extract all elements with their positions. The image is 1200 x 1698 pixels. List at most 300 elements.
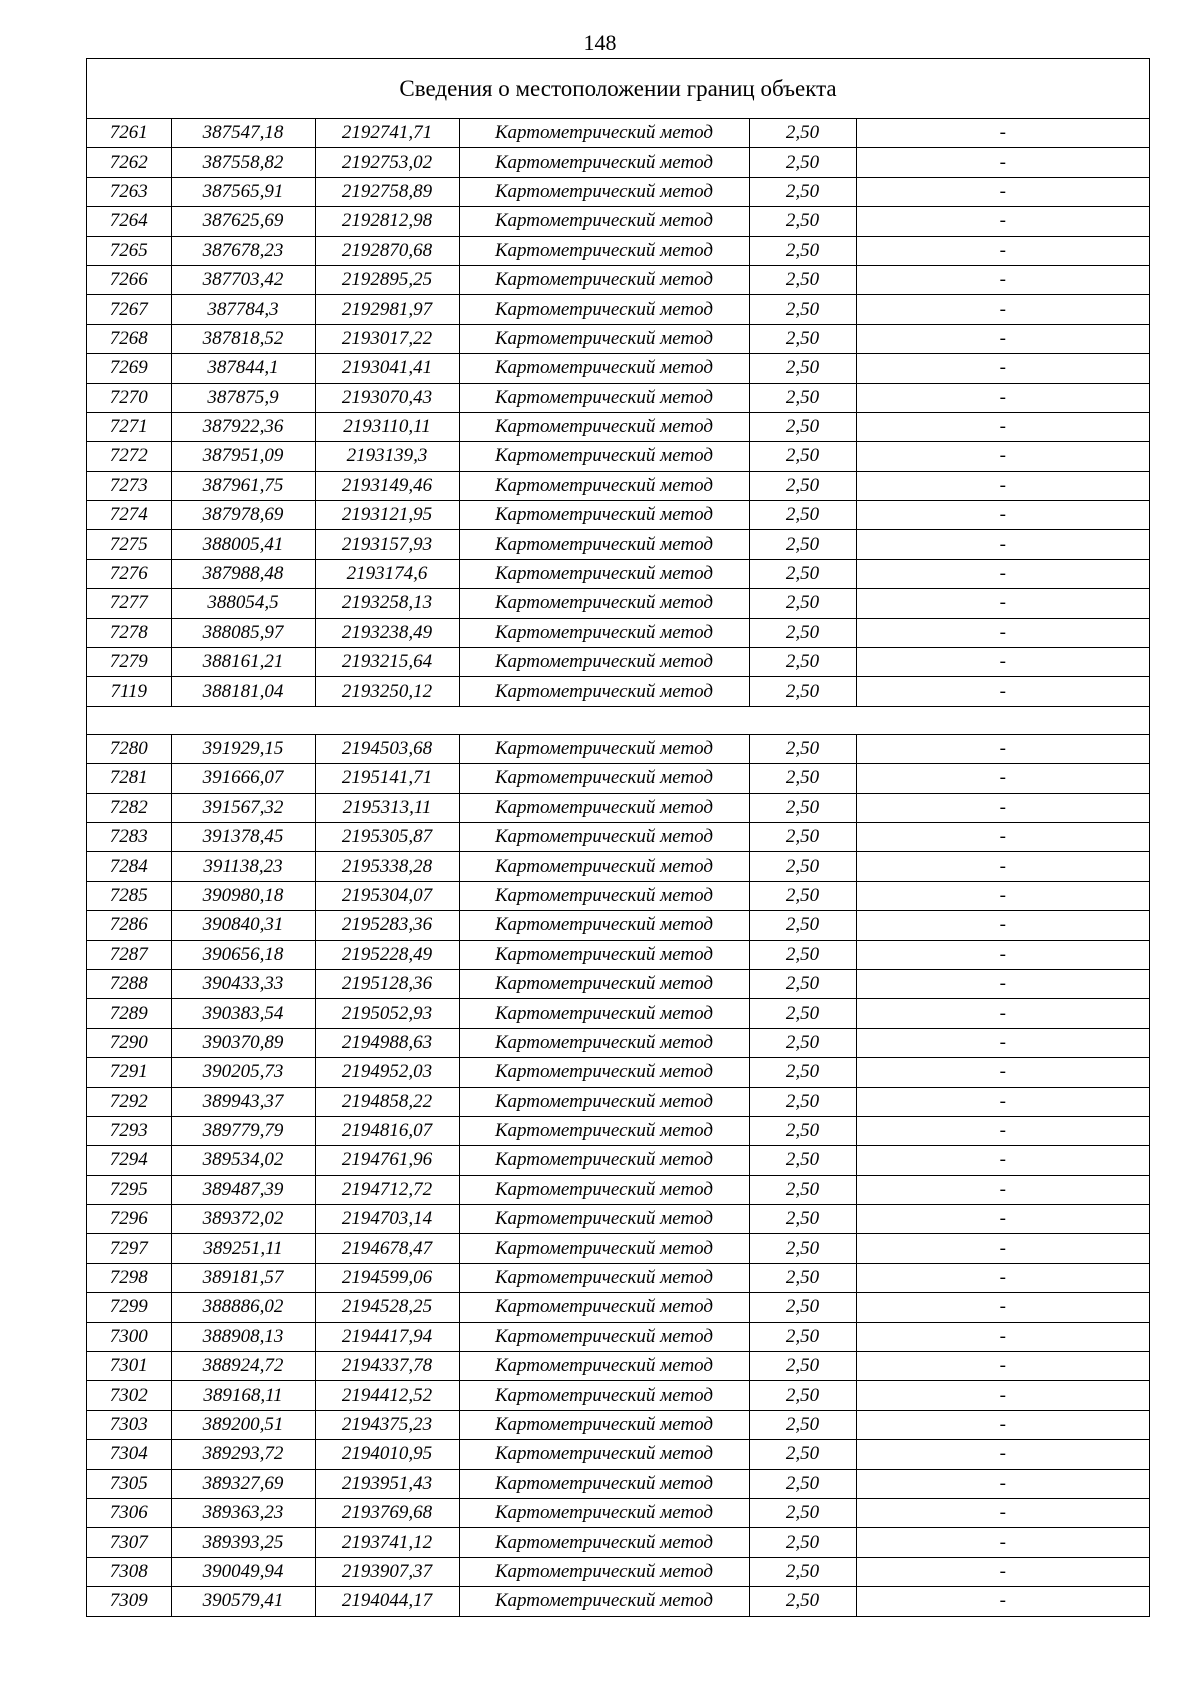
table-row xyxy=(87,911,1149,940)
x-coordinate-cell: 390433,33 xyxy=(171,969,315,998)
y-coordinate-cell: 2193070,43 xyxy=(315,383,459,412)
note-cell: - xyxy=(856,822,1149,851)
y-coordinate-cell: 2195305,87 xyxy=(315,822,459,851)
note-cell: - xyxy=(856,1410,1149,1439)
note-cell: - xyxy=(856,530,1149,559)
method-cell: Картометрический метод xyxy=(459,793,749,822)
table-row xyxy=(87,354,1149,383)
point-number-cell: 7267 xyxy=(87,295,171,324)
x-coordinate-cell: 389363,23 xyxy=(171,1498,315,1527)
method-cell: Картометрический метод xyxy=(459,1058,749,1087)
point-number-cell: 7283 xyxy=(87,822,171,851)
accuracy-cell: 2,50 xyxy=(749,969,856,998)
table-row xyxy=(87,119,1149,148)
y-coordinate-cell: 2194678,47 xyxy=(315,1234,459,1263)
y-coordinate-cell: 2192753,02 xyxy=(315,148,459,177)
note-cell: - xyxy=(856,236,1149,265)
table-row xyxy=(87,1116,1149,1145)
method-cell: Картометрический метод xyxy=(459,1410,749,1439)
accuracy-cell: 2,50 xyxy=(749,1116,856,1145)
table-row xyxy=(87,940,1149,969)
note-cell: - xyxy=(856,1028,1149,1057)
method-cell: Картометрический метод xyxy=(459,1116,749,1145)
accuracy-cell: 2,50 xyxy=(749,501,856,530)
method-cell: Картометрический метод xyxy=(459,148,749,177)
accuracy-cell: 2,50 xyxy=(749,148,856,177)
x-coordinate-cell: 387978,69 xyxy=(171,501,315,530)
point-number-cell: 7284 xyxy=(87,852,171,881)
x-coordinate-cell: 387844,1 xyxy=(171,354,315,383)
accuracy-cell: 2,50 xyxy=(749,1028,856,1057)
note-cell: - xyxy=(856,1322,1149,1351)
table-row xyxy=(87,1587,1149,1616)
note-cell: - xyxy=(856,969,1149,998)
x-coordinate-cell: 387922,36 xyxy=(171,412,315,441)
accuracy-cell: 2,50 xyxy=(749,1410,856,1439)
x-coordinate-cell: 387875,9 xyxy=(171,383,315,412)
y-coordinate-cell: 2193157,93 xyxy=(315,530,459,559)
table-row xyxy=(87,793,1149,822)
table-row xyxy=(87,969,1149,998)
x-coordinate-cell: 388908,13 xyxy=(171,1322,315,1351)
point-number-cell: 7296 xyxy=(87,1205,171,1234)
table-row xyxy=(87,1352,1149,1381)
method-cell: Картометрический метод xyxy=(459,734,749,763)
y-coordinate-cell: 2193174,6 xyxy=(315,559,459,588)
table-row xyxy=(87,236,1149,265)
point-number-cell: 7309 xyxy=(87,1587,171,1616)
x-coordinate-cell: 388161,21 xyxy=(171,648,315,677)
note-cell: - xyxy=(856,1528,1149,1557)
note-cell: - xyxy=(856,793,1149,822)
note-cell: - xyxy=(856,442,1149,471)
x-coordinate-cell: 387678,23 xyxy=(171,236,315,265)
table-row xyxy=(87,1381,1149,1410)
method-cell: Картометрический метод xyxy=(459,1234,749,1263)
y-coordinate-cell: 2194503,68 xyxy=(315,734,459,763)
x-coordinate-cell: 390840,31 xyxy=(171,911,315,940)
note-cell: - xyxy=(856,589,1149,618)
point-number-cell: 7261 xyxy=(87,119,171,148)
table-row xyxy=(87,999,1149,1028)
note-cell: - xyxy=(856,881,1149,910)
y-coordinate-cell: 2195338,28 xyxy=(315,852,459,881)
x-coordinate-cell: 390980,18 xyxy=(171,881,315,910)
point-number-cell: 7286 xyxy=(87,911,171,940)
accuracy-cell: 2,50 xyxy=(749,207,856,236)
point-number-cell: 7289 xyxy=(87,999,171,1028)
note-cell: - xyxy=(856,1469,1149,1498)
point-number-cell: 7262 xyxy=(87,148,171,177)
x-coordinate-cell: 391378,45 xyxy=(171,822,315,851)
x-coordinate-cell: 387703,42 xyxy=(171,265,315,294)
point-number-cell: 7293 xyxy=(87,1116,171,1145)
x-coordinate-cell: 390205,73 xyxy=(171,1058,315,1087)
accuracy-cell: 2,50 xyxy=(749,559,856,588)
method-cell: Картометрический метод xyxy=(459,442,749,471)
point-number-cell: 7294 xyxy=(87,1146,171,1175)
note-cell: - xyxy=(856,648,1149,677)
note-cell: - xyxy=(856,177,1149,206)
point-number-cell: 7285 xyxy=(87,881,171,910)
method-cell: Картометрический метод xyxy=(459,881,749,910)
method-cell: Картометрический метод xyxy=(459,1322,749,1351)
table-row xyxy=(87,1146,1149,1175)
y-coordinate-cell: 2193017,22 xyxy=(315,324,459,353)
note-cell: - xyxy=(856,295,1149,324)
method-cell: Картометрический метод xyxy=(459,295,749,324)
x-coordinate-cell: 388054,5 xyxy=(171,589,315,618)
y-coordinate-cell: 2192741,71 xyxy=(315,119,459,148)
note-cell: - xyxy=(856,1087,1149,1116)
method-cell: Картометрический метод xyxy=(459,677,749,706)
table-row xyxy=(87,412,1149,441)
method-cell: Картометрический метод xyxy=(459,1205,749,1234)
y-coordinate-cell: 2193238,49 xyxy=(315,618,459,647)
y-coordinate-cell: 2193741,12 xyxy=(315,1528,459,1557)
note-cell: - xyxy=(856,1293,1149,1322)
x-coordinate-cell: 389251,11 xyxy=(171,1234,315,1263)
y-coordinate-cell: 2194528,25 xyxy=(315,1293,459,1322)
x-coordinate-cell: 389779,79 xyxy=(171,1116,315,1145)
method-cell: Картометрический метод xyxy=(459,1440,749,1469)
note-cell: - xyxy=(856,852,1149,881)
points-table-body xyxy=(87,119,1149,1616)
x-coordinate-cell: 388005,41 xyxy=(171,530,315,559)
accuracy-cell: 2,50 xyxy=(749,1175,856,1204)
y-coordinate-cell: 2193215,64 xyxy=(315,648,459,677)
method-cell: Картометрический метод xyxy=(459,383,749,412)
table-row xyxy=(87,648,1149,677)
method-cell: Картометрический метод xyxy=(459,1381,749,1410)
table-row xyxy=(87,471,1149,500)
x-coordinate-cell: 388886,02 xyxy=(171,1293,315,1322)
table-row xyxy=(87,324,1149,353)
y-coordinate-cell: 2193149,46 xyxy=(315,471,459,500)
table-row xyxy=(87,1175,1149,1204)
coordinates-table xyxy=(86,58,1150,1617)
accuracy-cell: 2,50 xyxy=(749,295,856,324)
method-cell: Картометрический метод xyxy=(459,822,749,851)
accuracy-cell: 2,50 xyxy=(749,911,856,940)
note-cell: - xyxy=(856,1146,1149,1175)
method-cell: Картометрический метод xyxy=(459,324,749,353)
point-number-cell: 7303 xyxy=(87,1410,171,1439)
separator-row xyxy=(87,706,1149,734)
table-row xyxy=(87,589,1149,618)
note-cell: - xyxy=(856,1440,1149,1469)
x-coordinate-cell: 388181,04 xyxy=(171,677,315,706)
point-number-cell: 7274 xyxy=(87,501,171,530)
method-cell: Картометрический метод xyxy=(459,1557,749,1586)
accuracy-cell: 2,50 xyxy=(749,1322,856,1351)
table-row xyxy=(87,1322,1149,1351)
method-cell: Картометрический метод xyxy=(459,236,749,265)
accuracy-cell: 2,50 xyxy=(749,354,856,383)
x-coordinate-cell: 389372,02 xyxy=(171,1205,315,1234)
x-coordinate-cell: 391138,23 xyxy=(171,852,315,881)
x-coordinate-cell: 387547,18 xyxy=(171,119,315,148)
x-coordinate-cell: 387818,52 xyxy=(171,324,315,353)
note-cell: - xyxy=(856,471,1149,500)
table-row xyxy=(87,1293,1149,1322)
x-coordinate-cell: 387625,69 xyxy=(171,207,315,236)
point-number-cell: 7271 xyxy=(87,412,171,441)
table-title: Сведения о местоположении границ объекта xyxy=(87,59,1149,119)
x-coordinate-cell: 389943,37 xyxy=(171,1087,315,1116)
method-cell: Картометрический метод xyxy=(459,559,749,588)
method-cell: Картометрический метод xyxy=(459,1587,749,1616)
y-coordinate-cell: 2193907,37 xyxy=(315,1557,459,1586)
x-coordinate-cell: 389200,51 xyxy=(171,1410,315,1439)
table-row xyxy=(87,265,1149,294)
point-number-cell: 7268 xyxy=(87,324,171,353)
y-coordinate-cell: 2194952,03 xyxy=(315,1058,459,1087)
note-cell: - xyxy=(856,207,1149,236)
method-cell: Картометрический метод xyxy=(459,852,749,881)
y-coordinate-cell: 2194417,94 xyxy=(315,1322,459,1351)
note-cell: - xyxy=(856,265,1149,294)
method-cell: Картометрический метод xyxy=(459,999,749,1028)
method-cell: Картометрический метод xyxy=(459,530,749,559)
x-coordinate-cell: 387961,75 xyxy=(171,471,315,500)
point-number-cell: 7281 xyxy=(87,764,171,793)
y-coordinate-cell: 2195283,36 xyxy=(315,911,459,940)
point-number-cell: 7288 xyxy=(87,969,171,998)
y-coordinate-cell: 2194375,23 xyxy=(315,1410,459,1439)
point-number-cell: 7287 xyxy=(87,940,171,969)
note-cell: - xyxy=(856,148,1149,177)
page-number: 148 xyxy=(583,30,617,55)
point-number-cell: 7306 xyxy=(87,1498,171,1527)
accuracy-cell: 2,50 xyxy=(749,177,856,206)
method-cell: Картометрический метод xyxy=(459,1263,749,1292)
table-row xyxy=(87,177,1149,206)
table-row xyxy=(87,677,1149,706)
y-coordinate-cell: 2194044,17 xyxy=(315,1587,459,1616)
point-number-cell: 7300 xyxy=(87,1322,171,1351)
accuracy-cell: 2,50 xyxy=(749,383,856,412)
table-row xyxy=(87,1440,1149,1469)
x-coordinate-cell: 390579,41 xyxy=(171,1587,315,1616)
method-cell: Картометрический метод xyxy=(459,412,749,441)
x-coordinate-cell: 389393,25 xyxy=(171,1528,315,1557)
accuracy-cell: 2,50 xyxy=(749,1528,856,1557)
accuracy-cell: 2,50 xyxy=(749,1146,856,1175)
point-number-cell: 7304 xyxy=(87,1440,171,1469)
table-row xyxy=(87,1528,1149,1557)
note-cell: - xyxy=(856,383,1149,412)
point-number-cell: 7295 xyxy=(87,1175,171,1204)
table-row xyxy=(87,764,1149,793)
method-cell: Картометрический метод xyxy=(459,207,749,236)
accuracy-cell: 2,50 xyxy=(749,1234,856,1263)
table-row xyxy=(87,1205,1149,1234)
note-cell: - xyxy=(856,1381,1149,1410)
point-number-cell: 7298 xyxy=(87,1263,171,1292)
table-row xyxy=(87,1557,1149,1586)
method-cell: Картометрический метод xyxy=(459,471,749,500)
y-coordinate-cell: 2194599,06 xyxy=(315,1263,459,1292)
point-number-cell: 7269 xyxy=(87,354,171,383)
y-coordinate-cell: 2193139,3 xyxy=(315,442,459,471)
note-cell: - xyxy=(856,940,1149,969)
method-cell: Картометрический метод xyxy=(459,764,749,793)
point-number-cell: 7272 xyxy=(87,442,171,471)
y-coordinate-cell: 2194761,96 xyxy=(315,1146,459,1175)
method-cell: Картометрический метод xyxy=(459,940,749,969)
method-cell: Картометрический метод xyxy=(459,1146,749,1175)
note-cell: - xyxy=(856,119,1149,148)
table-row xyxy=(87,383,1149,412)
table-row xyxy=(87,207,1149,236)
method-cell: Картометрический метод xyxy=(459,1087,749,1116)
accuracy-cell: 2,50 xyxy=(749,764,856,793)
accuracy-cell: 2,50 xyxy=(749,881,856,910)
x-coordinate-cell: 389293,72 xyxy=(171,1440,315,1469)
point-number-cell: 7301 xyxy=(87,1352,171,1381)
x-coordinate-cell: 387951,09 xyxy=(171,442,315,471)
point-number-cell: 7292 xyxy=(87,1087,171,1116)
table-row xyxy=(87,501,1149,530)
point-number-cell: 7277 xyxy=(87,589,171,618)
method-cell: Картометрический метод xyxy=(459,589,749,618)
table-row xyxy=(87,1087,1149,1116)
table-row xyxy=(87,881,1149,910)
point-number-cell: 7270 xyxy=(87,383,171,412)
accuracy-cell: 2,50 xyxy=(749,999,856,1028)
y-coordinate-cell: 2195313,11 xyxy=(315,793,459,822)
x-coordinate-cell: 391666,07 xyxy=(171,764,315,793)
y-coordinate-cell: 2195141,71 xyxy=(315,764,459,793)
accuracy-cell: 2,50 xyxy=(749,822,856,851)
note-cell: - xyxy=(856,1116,1149,1145)
accuracy-cell: 2,50 xyxy=(749,1469,856,1498)
table-row xyxy=(87,822,1149,851)
x-coordinate-cell: 391567,32 xyxy=(171,793,315,822)
note-cell: - xyxy=(856,1352,1149,1381)
point-number-cell: 7291 xyxy=(87,1058,171,1087)
y-coordinate-cell: 2193250,12 xyxy=(315,677,459,706)
accuracy-cell: 2,50 xyxy=(749,940,856,969)
point-number-cell: 7273 xyxy=(87,471,171,500)
point-number-cell: 7263 xyxy=(87,177,171,206)
y-coordinate-cell: 2193121,95 xyxy=(315,501,459,530)
x-coordinate-cell: 389487,39 xyxy=(171,1175,315,1204)
method-cell: Картометрический метод xyxy=(459,177,749,206)
table-row xyxy=(87,1234,1149,1263)
points-table xyxy=(87,119,1149,1616)
x-coordinate-cell: 389534,02 xyxy=(171,1146,315,1175)
point-number-cell: 7265 xyxy=(87,236,171,265)
note-cell: - xyxy=(856,1557,1149,1586)
point-number-cell: 7275 xyxy=(87,530,171,559)
note-cell: - xyxy=(856,1205,1149,1234)
point-number-cell: 7299 xyxy=(87,1293,171,1322)
point-number-cell: 7290 xyxy=(87,1028,171,1057)
accuracy-cell: 2,50 xyxy=(749,1087,856,1116)
x-coordinate-cell: 389327,69 xyxy=(171,1469,315,1498)
x-coordinate-cell: 390383,54 xyxy=(171,999,315,1028)
point-number-cell: 7266 xyxy=(87,265,171,294)
note-cell: - xyxy=(856,677,1149,706)
point-number-cell: 7302 xyxy=(87,1381,171,1410)
x-coordinate-cell: 389168,11 xyxy=(171,1381,315,1410)
x-coordinate-cell: 390656,18 xyxy=(171,940,315,969)
note-cell: - xyxy=(856,1175,1149,1204)
table-row xyxy=(87,559,1149,588)
accuracy-cell: 2,50 xyxy=(749,1352,856,1381)
method-cell: Картометрический метод xyxy=(459,119,749,148)
note-cell: - xyxy=(856,1587,1149,1616)
y-coordinate-cell: 2195128,36 xyxy=(315,969,459,998)
y-coordinate-cell: 2194988,63 xyxy=(315,1028,459,1057)
accuracy-cell: 2,50 xyxy=(749,1440,856,1469)
point-number-cell: 7305 xyxy=(87,1469,171,1498)
y-coordinate-cell: 2192981,97 xyxy=(315,295,459,324)
accuracy-cell: 2,50 xyxy=(749,1587,856,1616)
method-cell: Картометрический метод xyxy=(459,1028,749,1057)
method-cell: Картометрический метод xyxy=(459,1175,749,1204)
method-cell: Картометрический метод xyxy=(459,911,749,940)
y-coordinate-cell: 2193258,13 xyxy=(315,589,459,618)
y-coordinate-cell: 2192895,25 xyxy=(315,265,459,294)
table-row xyxy=(87,1028,1149,1057)
accuracy-cell: 2,50 xyxy=(749,265,856,294)
method-cell: Картометрический метод xyxy=(459,265,749,294)
note-cell: - xyxy=(856,764,1149,793)
accuracy-cell: 2,50 xyxy=(749,734,856,763)
accuracy-cell: 2,50 xyxy=(749,648,856,677)
table-row xyxy=(87,1410,1149,1439)
y-coordinate-cell: 2192758,89 xyxy=(315,177,459,206)
table-row xyxy=(87,1498,1149,1527)
accuracy-cell: 2,50 xyxy=(749,1263,856,1292)
y-coordinate-cell: 2194412,52 xyxy=(315,1381,459,1410)
table-row xyxy=(87,618,1149,647)
x-coordinate-cell: 388085,97 xyxy=(171,618,315,647)
note-cell: - xyxy=(856,618,1149,647)
method-cell: Картометрический метод xyxy=(459,618,749,647)
method-cell: Картометрический метод xyxy=(459,1498,749,1527)
accuracy-cell: 2,50 xyxy=(749,442,856,471)
x-coordinate-cell: 387784,3 xyxy=(171,295,315,324)
point-number-cell: 7308 xyxy=(87,1557,171,1586)
accuracy-cell: 2,50 xyxy=(749,1205,856,1234)
x-coordinate-cell: 390049,94 xyxy=(171,1557,315,1586)
point-number-cell: 7119 xyxy=(87,677,171,706)
note-cell: - xyxy=(856,559,1149,588)
accuracy-cell: 2,50 xyxy=(749,1293,856,1322)
accuracy-cell: 2,50 xyxy=(749,1381,856,1410)
accuracy-cell: 2,50 xyxy=(749,471,856,500)
accuracy-cell: 2,50 xyxy=(749,677,856,706)
y-coordinate-cell: 2194337,78 xyxy=(315,1352,459,1381)
y-coordinate-cell: 2195228,49 xyxy=(315,940,459,969)
accuracy-cell: 2,50 xyxy=(749,852,856,881)
y-coordinate-cell: 2193110,11 xyxy=(315,412,459,441)
point-number-cell: 7280 xyxy=(87,734,171,763)
point-number-cell: 7282 xyxy=(87,793,171,822)
note-cell: - xyxy=(856,324,1149,353)
method-cell: Картометрический метод xyxy=(459,1293,749,1322)
table-row xyxy=(87,530,1149,559)
y-coordinate-cell: 2194816,07 xyxy=(315,1116,459,1145)
note-cell: - xyxy=(856,734,1149,763)
note-cell: - xyxy=(856,1058,1149,1087)
y-coordinate-cell: 2192812,98 xyxy=(315,207,459,236)
method-cell: Картометрический метод xyxy=(459,501,749,530)
